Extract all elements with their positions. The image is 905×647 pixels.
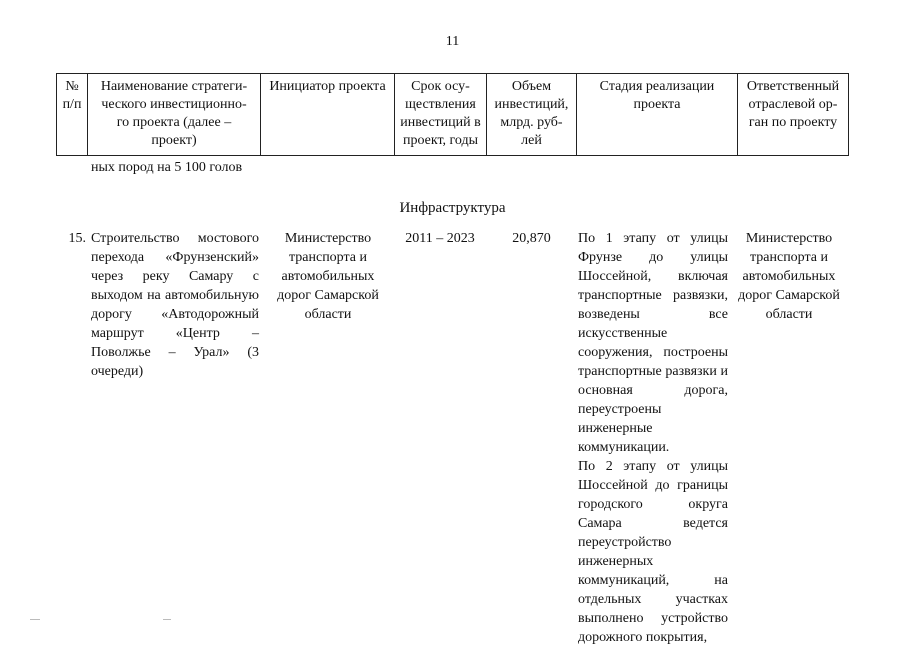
section-title: Инфраструктура xyxy=(399,200,506,216)
row-number: 15. xyxy=(68,231,86,246)
scan-mark xyxy=(163,619,171,620)
row-project-name: Строительство мостового перехода «Фрунзенский» через реку Самару с выходом на автомобильную дорогу «Автодорожный маршрут «Центр – Поволжье – Урал» (3 очереди) xyxy=(91,231,259,379)
header-project-name: Наименование стратеги- ческого инвестиционно- го проекта (далее – проект) xyxy=(88,74,261,156)
header-investment-volume: Объем инвестиций, млрд. руб- лей xyxy=(487,74,577,156)
row-period: 2011 – 2023 xyxy=(405,231,475,246)
row-responsible-body: Министерство транспорта и автомобильных дорог Самарской области xyxy=(738,231,840,322)
header-responsible-body: Ответственный отраслевой ор- ган по проекту xyxy=(738,74,849,156)
row-stage-phase-1: По 1 этапу от улицы Фрунзе до улицы Шоссейной, включая транспортные развязки, возведены все искусственные сооружения, построены транспортные развязки и основная дорога, переустроены инженерные коммуникации. xyxy=(578,231,728,455)
header-implementation-stage: Стадия реализации проекта xyxy=(577,74,738,156)
row-initiator: Министерство транспорта и автомобильных дорог Самарской области xyxy=(277,231,379,322)
row-stage-phase-2: По 2 этапу от улицы Шоссейной до границы городского округа Самара ведется переустройство инженерных коммуникаций, на отдельных участках выполнено устройство дорожного покрытия, xyxy=(578,459,728,645)
row-volume: 20,870 xyxy=(512,231,551,246)
row-stage xyxy=(578,229,728,647)
header-number: № п/п xyxy=(57,74,88,156)
header-investment-period: Срок осу- ществления инвестиций в проект, годы xyxy=(395,74,487,156)
continuation-text: ных пород на 5 100 голов xyxy=(91,160,243,175)
header-initiator: Инициатор проекта xyxy=(261,74,395,156)
page-number: 11 xyxy=(445,34,460,49)
scan-mark xyxy=(30,619,40,620)
table-header xyxy=(56,73,849,156)
